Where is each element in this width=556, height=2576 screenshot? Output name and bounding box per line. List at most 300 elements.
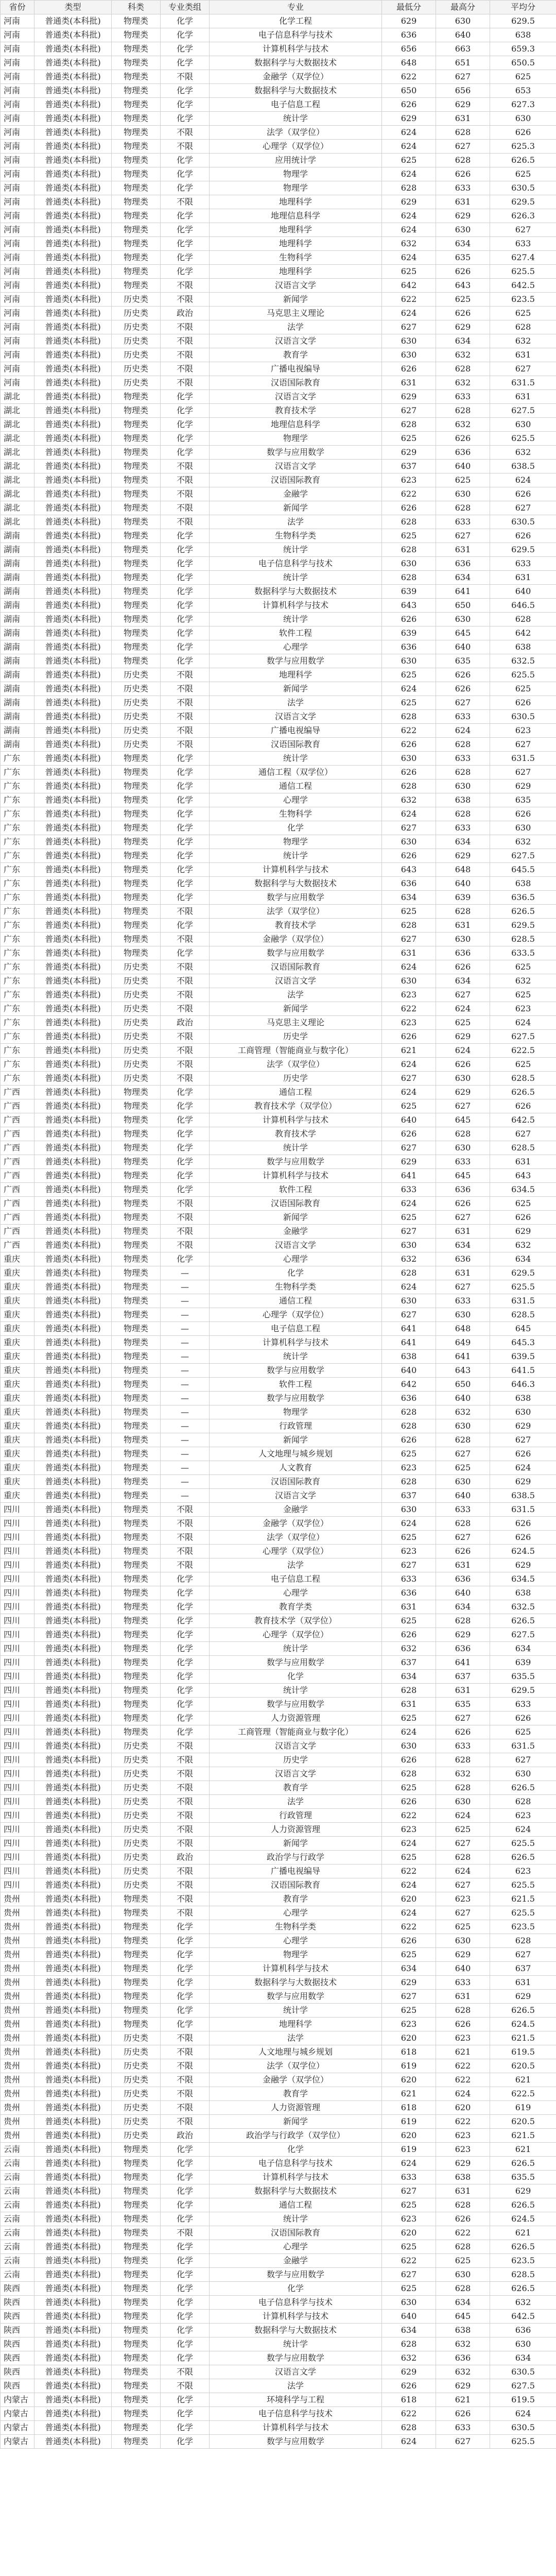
cell-requirement: 不限 (161, 126, 210, 140)
cell-min-score: 624 (382, 209, 436, 223)
cell-subject: 物理类 (112, 2212, 161, 2226)
cell-max-score: 633 (436, 2421, 490, 2435)
table-row (1, 807, 556, 821)
cell-requirement: 化学 (161, 919, 210, 933)
cell-requirement: 化学 (161, 849, 210, 863)
cell-type: 普通类(本科批) (34, 1183, 112, 1197)
cell-requirement: 不限 (161, 334, 210, 348)
cell-province: 广西 (1, 1211, 34, 1225)
cell-max-score: 631 (436, 195, 490, 209)
cell-avg-score: 635 (490, 793, 556, 807)
table-row (1, 779, 556, 793)
cell-min-score: 624 (382, 2157, 436, 2171)
cell-type: 普通类(本科批) (34, 1572, 112, 1586)
cell-max-score: 636 (436, 557, 490, 571)
cell-max-score: 631 (436, 2184, 490, 2198)
cell-type: 普通类(本科批) (34, 1447, 112, 1461)
cell-max-score: 640 (436, 1962, 490, 1976)
cell-requirement: 不限 (161, 2115, 210, 2129)
cell-min-score: 641 (382, 1169, 436, 1183)
cell-type: 普通类(本科批) (34, 515, 112, 529)
cell-province: 四川 (1, 1851, 34, 1865)
cell-min-score: 637 (382, 460, 436, 473)
table-row (1, 1851, 556, 1865)
cell-max-score: 632 (436, 376, 490, 390)
cell-min-score: 627 (382, 2184, 436, 2198)
cell-major: 法学 (210, 988, 382, 1002)
cell-type: 普通类(本科批) (34, 2212, 112, 2226)
cell-subject: 物理类 (112, 1183, 161, 1197)
table-row (1, 1016, 556, 1030)
cell-requirement: 化学 (161, 1183, 210, 1197)
cell-requirement: 化学 (161, 2212, 210, 2226)
cell-requirement: 化学 (161, 2184, 210, 2198)
table-row (1, 1865, 556, 1878)
cell-subject: 历史类 (112, 724, 161, 738)
header-province: 省份 (1, 1, 34, 14)
cell-avg-score: 638 (490, 640, 556, 654)
cell-province: 重庆 (1, 1461, 34, 1475)
table-row (1, 668, 556, 682)
cell-type: 普通类(本科批) (34, 112, 112, 126)
cell-max-score: 645 (436, 1113, 490, 1127)
cell-subject: 物理类 (112, 1600, 161, 1614)
cell-avg-score: 626.5 (490, 1086, 556, 1099)
cell-type: 普通类(本科批) (34, 2407, 112, 2421)
cell-type: 普通类(本科批) (34, 1225, 112, 1239)
cell-type: 普通类(本科批) (34, 2171, 112, 2184)
cell-min-score: 626 (382, 1934, 436, 1948)
cell-province: 广东 (1, 779, 34, 793)
table-row (1, 1837, 556, 1851)
cell-min-score: 621 (382, 1044, 436, 1058)
cell-min-score: 624 (382, 1197, 436, 1211)
cell-province: 重庆 (1, 1294, 34, 1308)
cell-type: 普通类(本科批) (34, 167, 112, 181)
cell-province: 湖南 (1, 585, 34, 599)
cell-max-score: 636 (436, 1183, 490, 1197)
cell-subject: 物理类 (112, 1892, 161, 1906)
cell-avg-score: 637 (490, 1962, 556, 1976)
cell-requirement: 不限 (161, 1503, 210, 1517)
table-row (1, 682, 556, 696)
cell-province: 四川 (1, 1684, 34, 1698)
cell-type: 普通类(本科批) (34, 557, 112, 571)
cell-province: 河南 (1, 209, 34, 223)
cell-max-score: 624 (436, 1044, 490, 1058)
cell-type: 普通类(本科批) (34, 668, 112, 682)
cell-avg-score: 629.5 (490, 1266, 556, 1280)
cell-subject: 历史类 (112, 348, 161, 362)
cell-subject: 物理类 (112, 835, 161, 849)
cell-province: 河南 (1, 195, 34, 209)
cell-max-score: 626 (436, 1725, 490, 1739)
cell-type: 普通类(本科批) (34, 209, 112, 223)
table-row (1, 1405, 556, 1419)
cell-province: 贵州 (1, 2073, 34, 2087)
cell-subject: 物理类 (112, 933, 161, 946)
table-row (1, 1099, 556, 1113)
cell-type: 普通类(本科批) (34, 432, 112, 446)
cell-requirement: 不限 (161, 1239, 210, 1252)
cell-requirement: 不限 (161, 473, 210, 487)
cell-major: 计算机科学与技术 (210, 42, 382, 56)
cell-type: 普通类(本科批) (34, 1684, 112, 1698)
cell-subject: 物理类 (112, 487, 161, 501)
cell-province: 四川 (1, 1517, 34, 1531)
cell-major: 教育技术学 (210, 1127, 382, 1141)
cell-province: 重庆 (1, 1266, 34, 1280)
cell-subject: 物理类 (112, 807, 161, 821)
cell-subject: 物理类 (112, 1127, 161, 1141)
cell-province: 贵州 (1, 2101, 34, 2115)
cell-major: 人力资源管理 (210, 1711, 382, 1725)
table-row (1, 1558, 556, 1572)
cell-max-score: 634 (436, 334, 490, 348)
table-row (1, 1711, 556, 1725)
cell-requirement: — (161, 1266, 210, 1280)
table-row (1, 1656, 556, 1670)
cell-max-score: 650 (436, 1378, 490, 1392)
cell-avg-score: 630.5 (490, 515, 556, 529)
cell-subject: 物理类 (112, 1266, 161, 1280)
cell-province: 广西 (1, 1239, 34, 1252)
table-row (1, 418, 556, 432)
cell-major: 数据科学与大数据技术 (210, 2324, 382, 2337)
cell-major: 软件工程 (210, 626, 382, 640)
cell-requirement: 化学 (161, 1656, 210, 1670)
cell-province: 贵州 (1, 2045, 34, 2059)
cell-requirement: 化学 (161, 56, 210, 70)
cell-min-score: 630 (382, 752, 436, 766)
cell-province: 广西 (1, 1141, 34, 1155)
cell-max-score: 628 (436, 2240, 490, 2254)
cell-requirement: 不限 (161, 1044, 210, 1058)
cell-province: 河南 (1, 84, 34, 98)
cell-avg-score: 623 (490, 724, 556, 738)
cell-type: 普通类(本科批) (34, 1475, 112, 1489)
cell-max-score: 641 (436, 585, 490, 599)
cell-type: 普通类(本科批) (34, 793, 112, 807)
cell-major: 电子信息科学与技术 (210, 557, 382, 571)
cell-min-score: 619 (382, 2143, 436, 2157)
table-row (1, 1030, 556, 1044)
cell-type: 普通类(本科批) (34, 2143, 112, 2157)
cell-subject: 历史类 (112, 1795, 161, 1809)
cell-province: 河南 (1, 320, 34, 334)
cell-major: 历史学 (210, 1030, 382, 1044)
cell-min-score: 633 (382, 1572, 436, 1586)
cell-type: 普通类(本科批) (34, 1308, 112, 1322)
table-row (1, 1753, 556, 1767)
table-row (1, 1155, 556, 1169)
cell-min-score: 631 (382, 1600, 436, 1614)
cell-min-score: 626 (382, 1795, 436, 1809)
cell-type: 普通类(本科批) (34, 2157, 112, 2171)
cell-min-score: 623 (382, 2212, 436, 2226)
cell-major: 新闻学 (210, 2115, 382, 2129)
cell-max-score: 626 (436, 668, 490, 682)
cell-type: 普通类(本科批) (34, 501, 112, 515)
cell-max-score: 630 (436, 2268, 490, 2282)
header-max-score: 最高分 (436, 1, 490, 14)
cell-major: 汉语国际教育 (210, 2226, 382, 2240)
cell-requirement: 化学 (161, 42, 210, 56)
cell-major: 数学与应用数学 (210, 2351, 382, 2365)
cell-subject: 物理类 (112, 279, 161, 293)
cell-min-score: 630 (382, 1503, 436, 1517)
cell-major: 教育技术学 (210, 919, 382, 933)
cell-subject: 物理类 (112, 1503, 161, 1517)
cell-major: 汉语言文学 (210, 974, 382, 988)
cell-max-score: 622 (436, 2073, 490, 2087)
cell-type: 普通类(本科批) (34, 320, 112, 334)
table-row (1, 2351, 556, 2365)
cell-major: 教育学 (210, 1781, 382, 1795)
cell-province: 广西 (1, 1197, 34, 1211)
cell-avg-score: 631.5 (490, 376, 556, 390)
cell-type: 普通类(本科批) (34, 140, 112, 154)
cell-min-score: 628 (382, 1767, 436, 1781)
cell-avg-score: 630.5 (490, 181, 556, 195)
cell-subject: 物理类 (112, 1545, 161, 1558)
cell-subject: 物理类 (112, 1461, 161, 1475)
cell-avg-score: 625 (490, 960, 556, 974)
cell-type: 普通类(本科批) (34, 877, 112, 891)
table-row (1, 946, 556, 960)
cell-avg-score: 632 (490, 334, 556, 348)
cell-province: 四川 (1, 1614, 34, 1628)
cell-major: 物理学 (210, 167, 382, 181)
cell-avg-score: 632 (490, 446, 556, 460)
cell-requirement: 化学 (161, 154, 210, 167)
table-row (1, 1252, 556, 1266)
cell-type: 普通类(本科批) (34, 724, 112, 738)
cell-subject: 物理类 (112, 1447, 161, 1461)
cell-subject: 历史类 (112, 1837, 161, 1851)
cell-min-score: 624 (382, 1280, 436, 1294)
cell-type: 普通类(本科批) (34, 1698, 112, 1711)
table-row (1, 154, 556, 167)
cell-type: 普通类(本科批) (34, 14, 112, 28)
cell-province: 重庆 (1, 1280, 34, 1294)
cell-type: 普通类(本科批) (34, 752, 112, 766)
cell-major: 心理学 (210, 1586, 382, 1600)
cell-major: 计算机科学与技术 (210, 2421, 382, 2435)
cell-type: 普通类(本科批) (34, 279, 112, 293)
cell-min-score: 625 (382, 1948, 436, 1962)
cell-subject: 物理类 (112, 2157, 161, 2171)
cell-max-score: 632 (436, 2365, 490, 2379)
cell-type: 普通类(本科批) (34, 1823, 112, 1837)
cell-avg-score: 633 (490, 557, 556, 571)
cell-type: 普通类(本科批) (34, 599, 112, 613)
cell-province: 陕西 (1, 2324, 34, 2337)
table-row (1, 571, 556, 585)
cell-requirement: 化学 (161, 2157, 210, 2171)
cell-requirement: 不限 (161, 1837, 210, 1851)
cell-type: 普通类(本科批) (34, 1614, 112, 1628)
cell-min-score: 623 (382, 1461, 436, 1475)
cell-max-score: 627 (436, 696, 490, 710)
cell-major: 数学与应用数学 (210, 1392, 382, 1405)
cell-avg-score: 624 (490, 1461, 556, 1475)
cell-min-score: 625 (382, 432, 436, 446)
cell-avg-score: 628 (490, 1795, 556, 1809)
cell-major: 金融学（双学位） (210, 933, 382, 946)
cell-requirement: 不限 (161, 293, 210, 307)
cell-requirement: 不限 (161, 1058, 210, 1072)
cell-avg-score: 628.5 (490, 1141, 556, 1155)
cell-province: 四川 (1, 1753, 34, 1767)
cell-min-score: 623 (382, 1823, 436, 1837)
cell-subject: 历史类 (112, 307, 161, 320)
cell-major: 汉语言文学 (210, 1767, 382, 1781)
cell-type: 普通类(本科批) (34, 2310, 112, 2324)
cell-subject: 物理类 (112, 1614, 161, 1628)
cell-min-score: 627 (382, 404, 436, 418)
cell-subject: 历史类 (112, 320, 161, 334)
cell-major: 汉语国际教育 (210, 473, 382, 487)
cell-major: 通信工程（双学位） (210, 766, 382, 779)
cell-province: 广东 (1, 1072, 34, 1086)
cell-requirement: 不限 (161, 2101, 210, 2115)
cell-min-score: 629 (382, 446, 436, 460)
table-row (1, 905, 556, 919)
table-row (1, 738, 556, 752)
table-row (1, 223, 556, 237)
cell-major: 法学 (210, 320, 382, 334)
cell-subject: 物理类 (112, 251, 161, 265)
cell-avg-score: 643 (490, 1169, 556, 1183)
cell-min-score: 622 (382, 1002, 436, 1016)
cell-subject: 物理类 (112, 446, 161, 460)
cell-min-score: 636 (382, 28, 436, 42)
cell-province: 广东 (1, 974, 34, 988)
cell-major: 心理学（双学位） (210, 1308, 382, 1322)
cell-type: 普通类(本科批) (34, 696, 112, 710)
cell-province: 云南 (1, 2240, 34, 2254)
cell-min-score: 624 (382, 1725, 436, 1739)
cell-avg-score: 634 (490, 2351, 556, 2365)
cell-type: 普通类(本科批) (34, 348, 112, 362)
cell-type: 普通类(本科批) (34, 1934, 112, 1948)
cell-major: 电子信息科学与技术 (210, 28, 382, 42)
cell-subject: 物理类 (112, 2282, 161, 2296)
cell-province: 贵州 (1, 1962, 34, 1976)
cell-max-score: 645 (436, 2310, 490, 2324)
cell-major: 教育学 (210, 2087, 382, 2101)
cell-requirement: 化学 (161, 84, 210, 98)
cell-type: 普通类(本科批) (34, 919, 112, 933)
table-row (1, 1670, 556, 1684)
table-row (1, 2393, 556, 2407)
cell-avg-score: 626.5 (490, 2282, 556, 2296)
table-row (1, 1350, 556, 1364)
cell-type: 普通类(本科批) (34, 390, 112, 404)
cell-avg-score: 628.5 (490, 933, 556, 946)
table-row (1, 2101, 556, 2115)
cell-avg-score: 625 (490, 307, 556, 320)
cell-subject: 物理类 (112, 2379, 161, 2393)
cell-avg-score: 646.3 (490, 1378, 556, 1392)
cell-major: 地理科学 (210, 265, 382, 279)
cell-max-score: 630 (436, 779, 490, 793)
cell-max-score: 628 (436, 404, 490, 418)
cell-type: 普通类(本科批) (34, 543, 112, 557)
cell-min-score: 625 (382, 696, 436, 710)
cell-requirement: 政治 (161, 1016, 210, 1030)
cell-avg-score: 626 (490, 696, 556, 710)
cell-subject: 物理类 (112, 585, 161, 599)
cell-avg-score: 645 (490, 1322, 556, 1336)
cell-max-score: 634 (436, 835, 490, 849)
cell-requirement: 政治 (161, 1851, 210, 1865)
cell-subject: 物理类 (112, 154, 161, 167)
table-row (1, 2226, 556, 2240)
cell-avg-score: 623.5 (490, 2254, 556, 2268)
cell-major: 新闻学 (210, 501, 382, 515)
cell-avg-score: 646.5 (490, 599, 556, 613)
cell-min-score: 626 (382, 1628, 436, 1642)
cell-subject: 物理类 (112, 1976, 161, 1990)
cell-type: 普通类(本科批) (34, 2296, 112, 2310)
cell-avg-score: 638.5 (490, 460, 556, 473)
cell-type: 普通类(本科批) (34, 1433, 112, 1447)
cell-avg-score: 638 (490, 28, 556, 42)
cell-province: 河南 (1, 362, 34, 376)
cell-major: 物理学 (210, 432, 382, 446)
cell-min-score: 622 (382, 1809, 436, 1823)
cell-requirement: 化学 (161, 1962, 210, 1976)
cell-province: 贵州 (1, 2004, 34, 2018)
table-row (1, 1280, 556, 1294)
cell-subject: 物理类 (112, 1711, 161, 1725)
cell-max-score: 627 (436, 70, 490, 84)
cell-min-score: 626 (382, 1127, 436, 1141)
cell-max-score: 624 (436, 1809, 490, 1823)
cell-requirement: 不限 (161, 933, 210, 946)
cell-subject: 物理类 (112, 1572, 161, 1586)
cell-min-score: 642 (382, 279, 436, 293)
cell-major: 人文教育 (210, 1461, 382, 1475)
cell-max-score: 630 (436, 487, 490, 501)
table-row (1, 1294, 556, 1308)
cell-province: 四川 (1, 1837, 34, 1851)
table-row (1, 42, 556, 56)
cell-subject: 历史类 (112, 988, 161, 1002)
cell-province: 湖南 (1, 571, 34, 585)
cell-major: 广播电视编导 (210, 724, 382, 738)
cell-province: 河南 (1, 293, 34, 307)
cell-type: 普通类(本科批) (34, 237, 112, 251)
cell-max-score: 643 (436, 279, 490, 293)
cell-subject: 历史类 (112, 974, 161, 988)
cell-requirement: — (161, 1308, 210, 1322)
cell-avg-score: 626 (490, 1447, 556, 1461)
table-row (1, 2212, 556, 2226)
cell-major: 金融学 (210, 1503, 382, 1517)
cell-subject: 物理类 (112, 404, 161, 418)
cell-avg-score: 629 (490, 779, 556, 793)
cell-avg-score: 627 (490, 501, 556, 515)
cell-max-score: 626 (436, 167, 490, 181)
cell-min-score: 622 (382, 70, 436, 84)
cell-min-score: 628 (382, 571, 436, 585)
cell-subject: 物理类 (112, 432, 161, 446)
cell-subject: 物理类 (112, 891, 161, 905)
cell-max-score: 625 (436, 1920, 490, 1934)
